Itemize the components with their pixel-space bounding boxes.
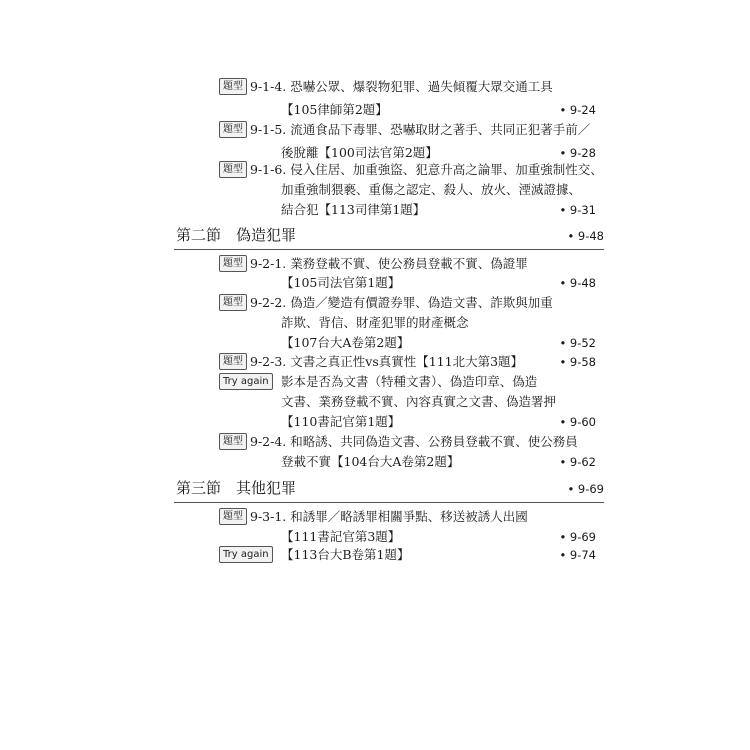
toc-entry-cont[interactable] bbox=[0, 313, 750, 333]
type-tag: 題型 bbox=[219, 78, 247, 95]
entry-line: 影本是否為文書（特種文書）、偽造印章、偽造 bbox=[281, 374, 538, 389]
try-again-tag: Try again bbox=[219, 373, 273, 390]
entry-line: 9-1-4. 恐嚇公眾、爆裂物犯罪、過失傾覆大眾交通工具 bbox=[250, 79, 553, 94]
entry-line: 9-2-1. 業務登載不實、使公務員登載不實、偽證罪 bbox=[250, 256, 528, 271]
page-number: • 9-52 bbox=[559, 336, 596, 350]
type-tag: 題型 bbox=[219, 508, 247, 525]
type-tag: 題型 bbox=[219, 433, 247, 450]
entry-line: 【111書記官第3題】 bbox=[281, 529, 401, 544]
page-number: • 9-28 bbox=[559, 146, 596, 160]
toc-entry-cont[interactable] bbox=[0, 180, 750, 200]
toc-entry[interactable] bbox=[0, 160, 750, 180]
page-number: • 9-24 bbox=[559, 103, 596, 117]
toc-entry-cont[interactable] bbox=[0, 392, 750, 412]
entry-line: 文書、業務登載不實、內容真實之文書、偽造署押 bbox=[281, 394, 557, 409]
toc-entry-cont[interactable] bbox=[0, 333, 750, 353]
toc-entry-cont[interactable] bbox=[0, 452, 750, 472]
entry-line: 登載不實【104台大A卷第2題】 bbox=[281, 454, 460, 469]
page-number: • 9-60 bbox=[559, 415, 596, 429]
entry-line: 【113台大B卷第1題】 bbox=[281, 547, 410, 562]
page-number: • 9-69 bbox=[559, 530, 596, 544]
entry-line: 【105律師第2題】 bbox=[281, 102, 388, 117]
entry-line: 9-1-6. 侵入住居、加重強盜、犯意升高之論罪、加重強制性交、 bbox=[250, 162, 603, 177]
entry-line: 【107台大A卷第2題】 bbox=[281, 335, 410, 350]
section-heading[interactable] bbox=[174, 223, 604, 250]
entry-line: 後脫離【100司法官第2題】 bbox=[281, 145, 438, 160]
type-tag: 題型 bbox=[219, 294, 247, 311]
entry-line: 加重強制猥褻、重傷之認定、殺人、放火、湮滅證據、 bbox=[281, 182, 582, 197]
section-heading[interactable] bbox=[174, 476, 604, 503]
type-tag: 題型 bbox=[219, 121, 247, 138]
toc-entry-cont[interactable] bbox=[0, 412, 750, 432]
entry-line: 9-2-2. 偽造／變造有價證券罪、偽造文書、詐欺與加重 bbox=[250, 295, 553, 310]
page-number: • 9-69 bbox=[567, 482, 604, 496]
toc-entry[interactable] bbox=[0, 293, 750, 313]
toc-entry[interactable] bbox=[0, 372, 750, 392]
toc-entry[interactable] bbox=[0, 352, 750, 372]
section-title: 第二節 偽造犯罪 bbox=[176, 226, 297, 244]
toc-entry[interactable] bbox=[0, 545, 750, 565]
toc-entry[interactable] bbox=[0, 120, 750, 140]
page-number: • 9-58 bbox=[559, 355, 596, 369]
type-tag: 題型 bbox=[219, 255, 247, 272]
entry-line: 9-1-5. 流通食品下毒罪、恐嚇取財之著手、共同正犯著手前／ bbox=[250, 122, 591, 137]
entry-line: 結合犯【113司律第1題】 bbox=[281, 202, 426, 217]
try-again-tag: Try again bbox=[219, 546, 273, 563]
entry-line: 詐欺、背信、財產犯罪的財產概念 bbox=[281, 315, 469, 330]
entry-line: 9-2-3. 文書之真正性vs真實性【111北大第3題】 bbox=[250, 354, 524, 369]
entry-line: 9-3-1. 和誘罪／略誘罪相關爭點、移送被誘人出國 bbox=[250, 509, 528, 524]
entry-line: 【105司法官第1題】 bbox=[281, 275, 401, 290]
page-number: • 9-62 bbox=[559, 455, 596, 469]
page-number: • 9-31 bbox=[559, 203, 596, 217]
toc-entry[interactable] bbox=[0, 254, 750, 274]
toc-entry-cont[interactable] bbox=[0, 200, 750, 220]
toc-entry[interactable] bbox=[0, 507, 750, 527]
toc-entry-cont[interactable] bbox=[0, 100, 750, 120]
toc-entry[interactable] bbox=[0, 432, 750, 452]
toc-entry-cont[interactable] bbox=[0, 527, 750, 547]
page-number: • 9-48 bbox=[559, 276, 596, 290]
type-tag: 題型 bbox=[219, 353, 247, 370]
entry-line: 【110書記官第1題】 bbox=[281, 414, 401, 429]
type-tag: 題型 bbox=[219, 161, 247, 178]
section-title: 第三節 其他犯罪 bbox=[176, 479, 297, 497]
page-number: • 9-48 bbox=[567, 229, 604, 243]
toc-entry[interactable] bbox=[0, 77, 750, 97]
page-number: • 9-74 bbox=[559, 548, 596, 562]
toc-entry-cont[interactable] bbox=[0, 273, 750, 293]
entry-line: 9-2-4. 和略誘、共同偽造文書、公務員登載不實、使公務員 bbox=[250, 434, 578, 449]
